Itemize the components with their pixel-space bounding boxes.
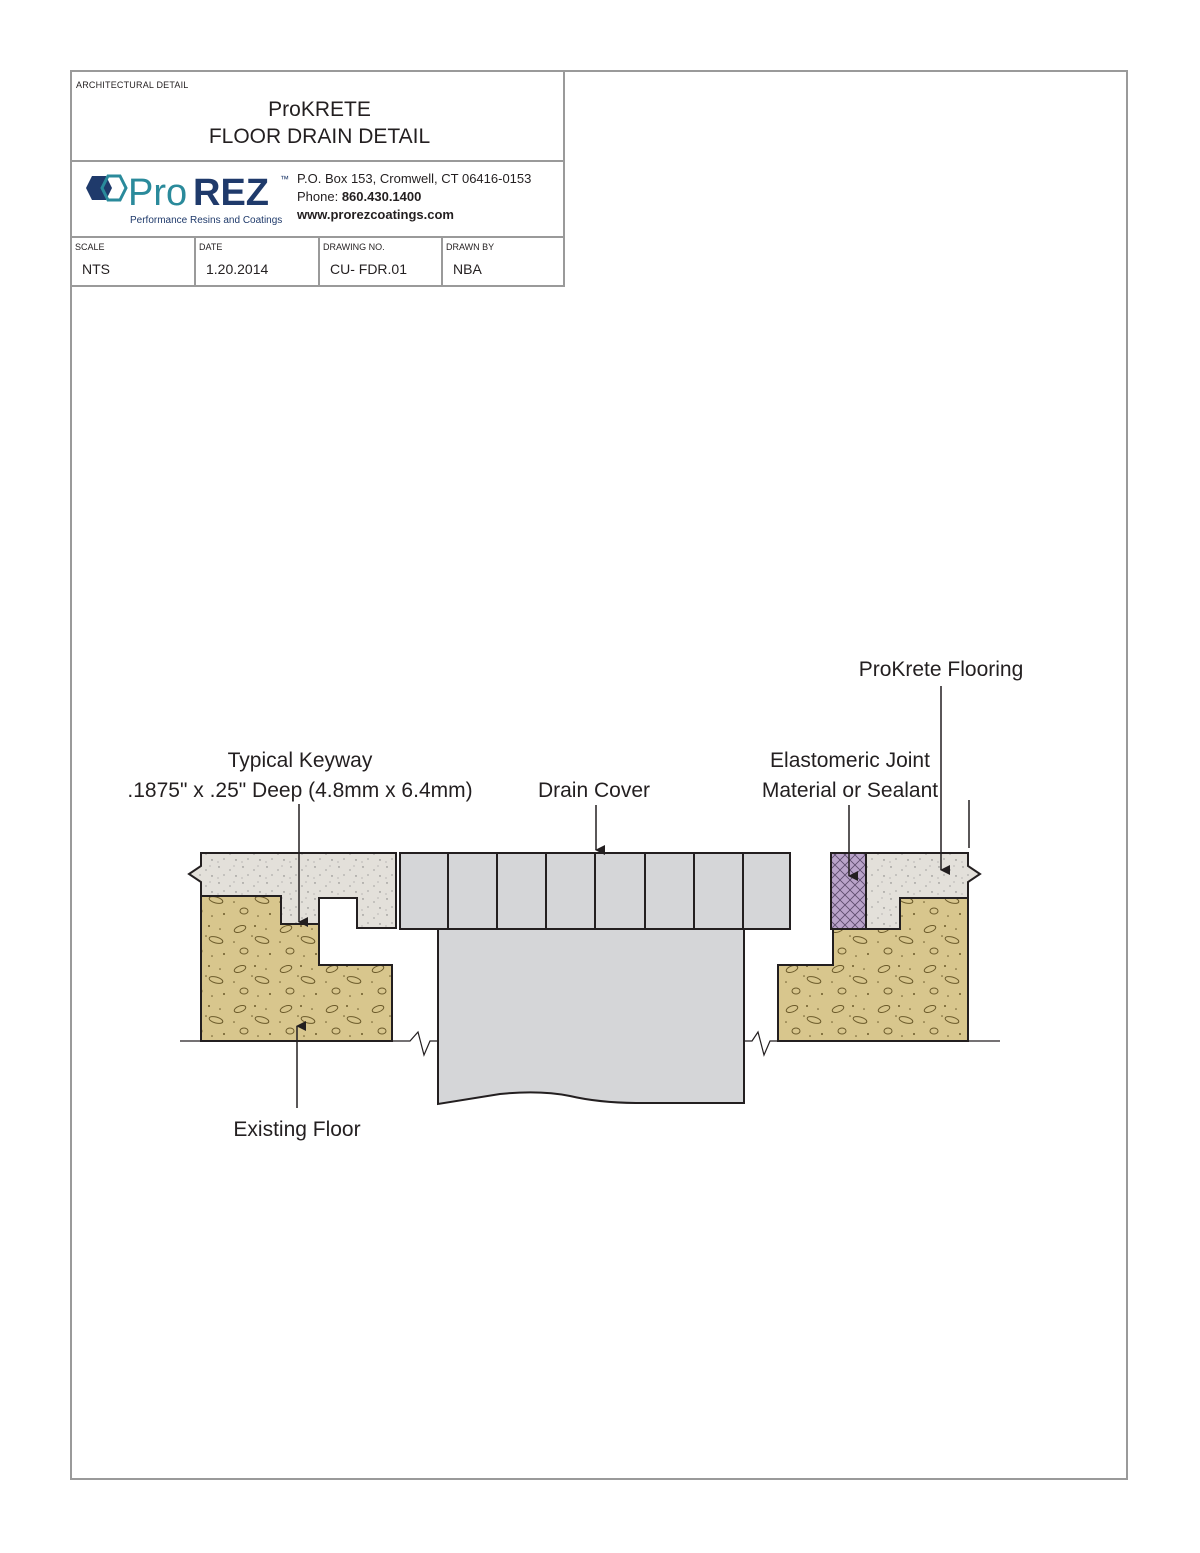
field-value: NBA	[453, 261, 482, 277]
logo-text-rez: REZ	[193, 172, 269, 214]
address: P.O. Box 153, Cromwell, CT 06416-0153	[297, 171, 532, 186]
title-line-2: FLOOR DRAIN DETAIL	[208, 125, 431, 148]
field-value: NTS	[82, 261, 110, 277]
field-label: SCALE	[75, 242, 105, 252]
callout-existing-floor: Existing Floor	[233, 1118, 361, 1141]
callout-joint-line-1: Elastomeric Joint	[770, 749, 930, 772]
field-value: CU- FDR.01	[330, 261, 408, 277]
logo-tagline: Performance Resins and Coatings	[130, 215, 283, 226]
callout-prokrete-flooring: ProKrete Flooring	[858, 658, 1024, 681]
field-label: DATE	[199, 242, 223, 252]
callout-joint-line-2: Material or Sealant	[761, 779, 939, 802]
logo-trademark: ™	[280, 174, 289, 184]
drain-cover-grate	[400, 853, 790, 929]
drain-body	[438, 929, 744, 1104]
title-line-1: ProKRETE	[268, 98, 371, 121]
phone-number: 860.430.1400	[341, 189, 422, 204]
field-label: DRAWING NO.	[323, 242, 385, 252]
field-label: DRAWN BY	[446, 242, 495, 252]
phone-label: Phone:	[297, 189, 342, 204]
callout-drain-cover: Drain Cover	[537, 779, 651, 802]
website: www.prorezcoatings.com	[297, 207, 454, 222]
field-value: 1.20.2014	[206, 261, 269, 277]
callout-keyway-line-2: .1875" x .25" Deep (4.8mm x 6.4mm)	[127, 779, 473, 802]
detail-kicker: ARCHITECTURAL DETAIL	[76, 80, 189, 90]
logo-text-pro: Pro	[128, 172, 188, 214]
callout-keyway-line-1: Typical Keyway	[227, 749, 373, 772]
